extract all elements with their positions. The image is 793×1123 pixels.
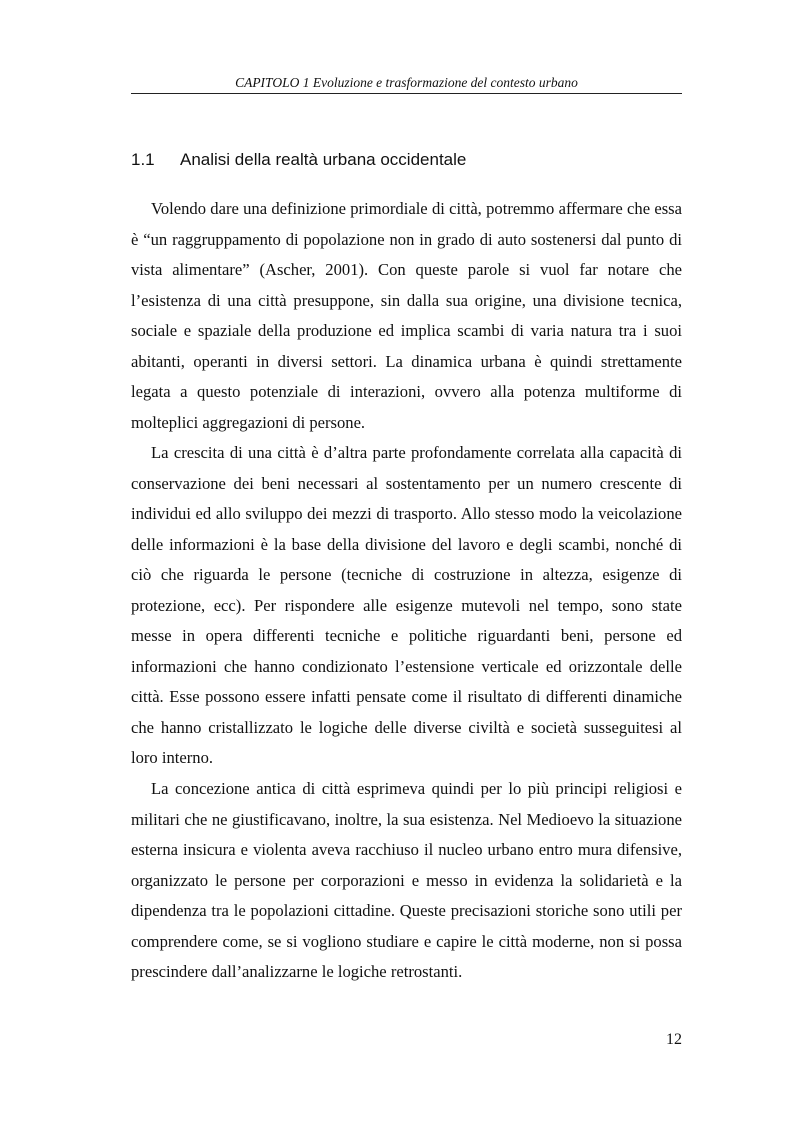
- paragraph: Volendo dare una definizione primordiale di città, potremmo affermare che essa è “un raggruppamento di popolazione non in grado di auto sostenersi dal punto di vista alimentare” (Ascher, 2001). Con queste parole si vuol far notare che l’esistenza di una città presuppone, sin dalla sua origine, una divisione tecnica, sociale e spaziale della produzione ed implica scambi di varia natura tra i suoi abitanti, operanti in diversi settori. La dinamica urbana è quindi strettamente legata a questo potenziale di interazioni, ovvero alla potenza multiforme di molteplici aggregazioni di persone.: [131, 199, 682, 432]
- header-rule: [131, 93, 682, 94]
- section-heading: [131, 148, 466, 172]
- paragraph: La concezione antica di città esprimeva quindi per lo più principi religiosi e militari che ne giustificavano, inoltre, la sua esistenza. Nel Medioevo la situazione esterna insicura e violenta aveva racchiuso il nucleo urbano entro mura difensive, organizzato le persone per corporazioni e messo in evidenza la solidarietà e la dipendenza tra le popolazioni cittadine. Queste precisazioni storiche sono utili per comprendere come, se si vogliono studiare e capire le città moderne, non si possa prescindere dall’analizzarne le logiche retrostanti.: [131, 779, 682, 981]
- page-number: 12: [666, 1031, 682, 1048]
- body-text-block: [131, 194, 682, 774]
- body-text-block: [131, 774, 682, 988]
- section-number: 1.1: [131, 150, 155, 169]
- section-title: Analisi della realtà urbana occidentale: [180, 150, 467, 169]
- running-header: CAPITOLO 1 Evoluzione e trasformazione del contesto urbano: [235, 75, 578, 90]
- paragraph: La crescita di una città è d’altra parte profondamente correlata alla capacità di conservazione dei beni necessari al sostentamento per un numero crescente di individui ed allo sviluppo dei mezzi di trasporto. Allo stesso modo la veicolazione delle informazioni è la base della divisione del lavoro e degli scambi, nonché di ciò che riguarda le persone (tecniche di costruzione in altezza, esigenze di protezione, ecc). Per rispondere alle esigenze mutevoli nel tempo, sono state messe in opera differenti tecniche e politiche riguardanti beni, persone ed informazioni che hanno condizionato l’estensione verticale ed orizzontale delle città. Esse possono essere infatti pensate come il risultato di differenti dinamiche che hanno cristallizzato le logiche delle diverse civiltà e società susseguitesi al loro interno.: [131, 443, 682, 767]
